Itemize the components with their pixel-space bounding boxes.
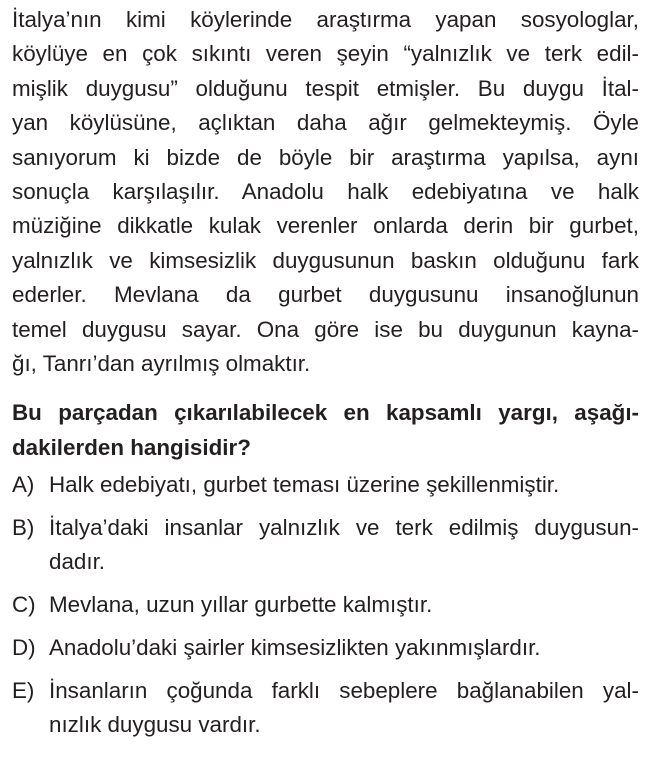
option-line: Halk edebiyatı, gurbet teması üzerine şekillenmiştir. [49, 472, 560, 498]
reading-passage [12, 3, 639, 381]
question-line: dakilerden hangisidir? [12, 434, 251, 460]
option-text [49, 468, 639, 502]
option-letter: B) [12, 514, 35, 540]
option-line: nızlık duygusu vardır. [49, 712, 261, 738]
option-line: İnsanların çoğunda farklı sebeplere bağlanabilen yal- [49, 678, 639, 704]
option-b[interactable] [12, 511, 639, 580]
answer-options [12, 468, 639, 743]
passage-line: ğı, Tanrı’dan ayrılmış olmaktır. [12, 350, 311, 376]
option-c[interactable] [12, 588, 639, 622]
passage-line: sanıyorum ki bizde de böyle bir araştırma yapılsa, aynı [12, 144, 639, 170]
passage-line: mişlik duygusu” olduğunu tespit etmişler. Bu duygu İtal- [12, 75, 639, 101]
passage-line: ederler. Mevlana da gurbet duygusunu insanoğlunun [12, 282, 639, 308]
option-text [49, 511, 639, 580]
option-line: Mevlana, uzun yıllar gurbette kalmıştır. [49, 592, 433, 618]
passage-line: İtalya’nın kimi köylerinde araştırma yapan sosyologlar, [12, 7, 639, 32]
passage-line: temel duygusu sayar. Ona göre ise bu duygunun kayna- [12, 316, 639, 342]
option-letter: C) [12, 592, 36, 618]
question-stem [12, 396, 639, 465]
option-e[interactable] [12, 674, 639, 743]
option-letter: D) [12, 635, 36, 661]
passage-line: yan köylüsüne, açlıktan daha ağır gelmekteymiş. Öyle [12, 110, 639, 136]
passage-line: köylüye en çok sıkıntı veren şeyin “yalnızlık ve terk edil- [12, 41, 639, 67]
option-text [49, 631, 639, 665]
option-letter: A) [12, 472, 35, 498]
option-text [49, 588, 639, 622]
passage-line: müziğine dikkatle kulak verenler onlarda derin bir gurbet, [12, 213, 639, 239]
question-line: Bu parçadan çıkarılabilecek en kapsamlı yargı, aşağı- [12, 400, 639, 426]
option-text [49, 674, 639, 743]
option-letter: E) [12, 678, 35, 704]
passage-line: yalnızlık ve kimsesizlik duygusunun baskın olduğunu fark [12, 247, 639, 273]
option-a[interactable] [12, 468, 639, 502]
option-line: Anadolu’daki şairler kimsesizlikten yakınmışlardır. [49, 635, 541, 661]
option-line: dadır. [49, 549, 106, 575]
option-line: İtalya’daki insanlar yalnızlık ve terk edilmiş duygusun- [49, 514, 639, 540]
passage-line: sonuçla karşılaşılır. Anadolu halk edebiyatına ve halk [12, 178, 639, 204]
option-d[interactable] [12, 631, 639, 665]
